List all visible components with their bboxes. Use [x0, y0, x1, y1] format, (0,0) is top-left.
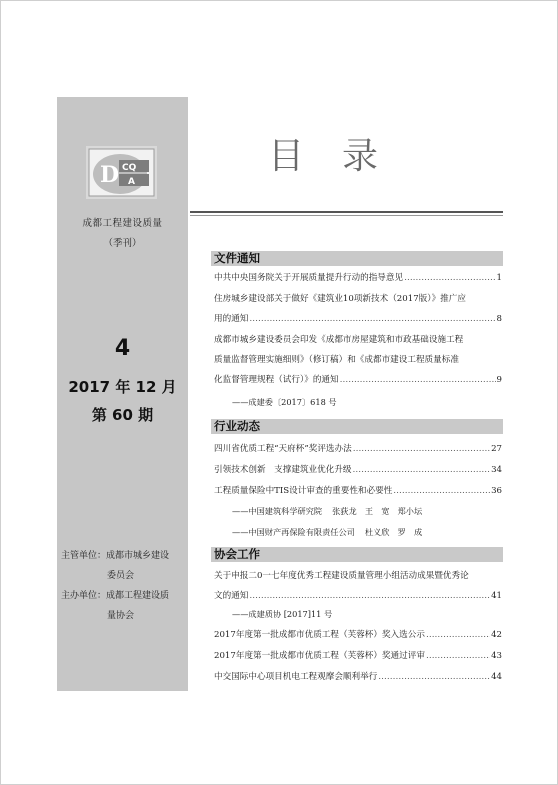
toc-entry-page: 42	[491, 630, 502, 640]
issue-number: 4	[114, 336, 131, 361]
toc-entry-page: 34	[491, 465, 502, 475]
note-org: ——中国财产再保险有限责任公司	[232, 527, 355, 537]
toc-entry[interactable]	[214, 464, 502, 476]
sponsor-supervisor	[61, 546, 187, 626]
magazine-type: （季刊）	[103, 238, 142, 249]
toc-entry-title: 住房城乡建设部关于做好《建筑业10项新技术（2017版）》推广应	[214, 294, 466, 304]
toc-entry-title-cont: 化监督管理规程（试行）》的通知	[214, 375, 339, 385]
leader-dots	[249, 313, 495, 325]
toc-entry[interactable]	[214, 485, 502, 497]
toc-entry-title: 中交国际中心项目机电工程观摩会顺利举行	[214, 672, 378, 682]
note-authors: 杜义欣 罗 成	[364, 527, 423, 537]
leader-dots	[378, 671, 490, 683]
leader-dots	[353, 443, 490, 455]
toc-entry[interactable]	[214, 334, 502, 386]
toc-entry-page: 8	[496, 314, 502, 324]
toc-entry-page: 44	[491, 672, 502, 682]
toc-entry-title: 成都市城乡建设委员会印发《成都市房屋建筑和市政基础设施工程	[214, 335, 464, 345]
sponsor-name-cont: 量协会	[107, 611, 135, 621]
sponsor-name: 成都工程建设质	[106, 591, 170, 601]
toc-entry-note	[232, 527, 422, 538]
toc-entry[interactable]	[214, 570, 502, 602]
issue-no: 第 60 期	[91, 406, 154, 424]
toc-entry-page: 36	[491, 486, 502, 496]
toc-entry-page: 43	[491, 651, 502, 661]
section-header-industry: 行业动态	[211, 419, 503, 434]
section-header-association: 协会工作	[211, 547, 503, 562]
leader-dots	[426, 650, 490, 662]
toc-entry-title: 2017年度第一批成都市优质工程（芙蓉杯）奖通过评审	[214, 651, 425, 661]
sponsor-label: 主办单位：	[61, 591, 107, 601]
leader-dots	[340, 374, 496, 386]
svg-text:D: D	[100, 162, 120, 188]
note-org: ——中国建筑科学研究院	[232, 506, 323, 516]
dcqa-logo-icon	[86, 146, 157, 199]
sponsor-name: 成都市城乡建设	[106, 551, 170, 561]
sponsor-name-cont: 委员会	[107, 571, 135, 581]
svg-text:A: A	[128, 177, 135, 187]
toc-entry-title: 工程质量保险中TIS设计审查的重要性和必要性	[214, 486, 393, 496]
svg-text:CQ: CQ	[122, 163, 137, 173]
leader-dots	[393, 485, 490, 497]
sponsor-label: 主管单位：	[61, 551, 107, 561]
toc-entry-note: ——成建委〔2017〕618 号	[232, 397, 337, 407]
toc-entry[interactable]	[214, 293, 502, 325]
title-divider	[190, 211, 503, 213]
toc-entry-title-cont: 质量监督管理实施细则》（修订稿）和《成都市建设工程质量标准	[214, 355, 459, 365]
toc-entry-title-cont: 文的通知	[214, 591, 249, 601]
toc-entry[interactable]	[214, 629, 502, 641]
toc-entry-page: 27	[491, 444, 502, 454]
toc-entry[interactable]	[214, 650, 502, 662]
leader-dots	[353, 464, 491, 476]
issue-date: 2017 年 12 月	[68, 378, 177, 396]
page-title: 目录	[268, 136, 417, 177]
toc-entry[interactable]	[214, 671, 502, 683]
toc-entry-title-cont: 用的通知	[214, 314, 249, 324]
toc-entry-title: 四川省优质工程“天府杯”奖评选办法	[214, 444, 352, 454]
toc-entry-title: 2017年度第一批成都市优质工程（芙蓉杯）奖入选公示	[214, 630, 425, 640]
leader-dots	[249, 590, 490, 602]
title-divider-thin	[190, 215, 503, 216]
toc-entry[interactable]	[214, 272, 502, 284]
toc-entry-title: 引领技术创新 支撑建筑业优化升级	[214, 465, 352, 475]
toc-entry-note	[232, 506, 422, 517]
toc-entry[interactable]	[214, 443, 502, 455]
leader-dots	[404, 272, 495, 284]
toc-entry-page: 9	[496, 375, 502, 385]
note-authors: 张荻龙 王 宽 郑小坛	[332, 506, 423, 516]
leader-dots	[426, 629, 490, 641]
toc-entry-note: ——成建质协 [2017]11 号	[232, 609, 333, 619]
section-header-notices: 文件通知	[211, 251, 503, 266]
toc-entry-title: 中共中央国务院关于开展质量提升行动的指导意见	[214, 273, 404, 283]
toc-entry-title: 关于申报二0一七年度优秀工程建设质量管理小组活动成果暨优秀论	[214, 571, 469, 581]
toc-entry-page: 41	[491, 591, 502, 601]
toc-entry-page: 1	[496, 273, 502, 283]
magazine-name: 成都工程建设质量	[82, 218, 163, 229]
